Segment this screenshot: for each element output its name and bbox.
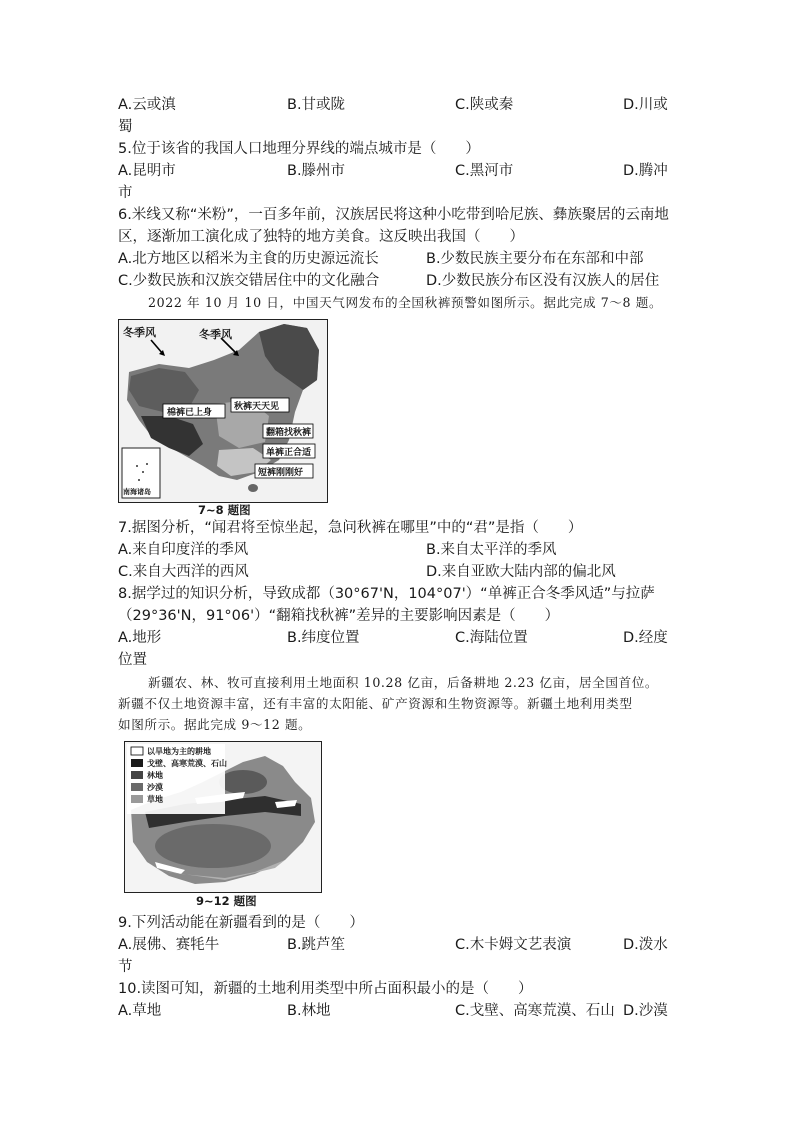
map-label-daily-pants: 秋裤天天见	[234, 402, 280, 412]
q5-stem: 5.位于该省的我国人口地理分界线的端点城市是（ ）	[118, 141, 480, 157]
china-weather-map	[118, 319, 328, 503]
legend-forest: 林地	[147, 771, 163, 780]
intro-9-12-line2: 新疆不仅土地资源丰富，还有丰富的太阳能、矿产资源和生物资源等。新疆土地利用类型	[118, 696, 633, 711]
intro-9-12-line1: 新疆农、林、牧可直接利用土地面积 10.28 亿亩，后备耕地 2.23 亿亩，居全国首位。	[148, 675, 659, 690]
q4-option-d: D.川或	[623, 97, 668, 113]
intro-9-12-line3: 如图所示。据此完成 9～12 题。	[118, 717, 312, 732]
q10-stem: 10.读图可知，新疆的土地利用类型中所占面积最小的是（ ）	[118, 981, 533, 997]
q10-option-b: B.林地	[287, 1003, 331, 1019]
q6-option-d: D.少数民族分布区没有汉族人的居住	[426, 273, 660, 289]
q5-option-b: B.滕州市	[287, 163, 346, 179]
winter-monsoon-label-2: 冬季风	[199, 328, 232, 341]
q10-option-c: C.戈壁、高寒荒漠、石山	[455, 1003, 615, 1019]
legend-desert: 沙漠	[147, 783, 163, 792]
q4-option-a: A.云或滇	[118, 97, 176, 113]
q9-stem: 9.下列活动能在新疆看到的是（ ）	[118, 915, 364, 931]
q9-option-a: A.展佛、赛牦牛	[118, 937, 220, 953]
q8-option-d-wrap: 位置	[118, 652, 147, 668]
q8-option-c: C.海陆位置	[455, 630, 528, 646]
q5-option-a: A.昆明市	[118, 163, 176, 179]
q7-option-b: B.来自太平洋的季风	[426, 542, 557, 558]
q9-option-d: D.泼水	[623, 937, 668, 953]
q6-option-a: A.北方地区以稻米为主食的历史源远流长	[118, 251, 379, 267]
q7-option-d: D.来自亚欧大陆内部的偏北风	[426, 564, 616, 580]
map-label-single-pants: 单裤正合适	[266, 448, 312, 458]
q9-option-b: B.跳芦笙	[287, 937, 346, 953]
q10-option-a: A.草地	[118, 1003, 162, 1019]
q5-option-d: D.腾冲	[623, 163, 668, 179]
map2-caption: 9~12 题图	[196, 894, 257, 908]
q6-stem-line1: 6.米线又称“米粉”，一百多年前，汉族居民将这种小吃带到哈尼族、彝族聚居的云南地	[118, 207, 669, 223]
q4-option-d-wrap: 蜀	[118, 119, 133, 135]
map-label-find-pants: 翻箱找秋裤	[266, 428, 312, 438]
legend-gobi: 戈壁、高寒荒漠、石山	[147, 759, 227, 768]
map1-caption: 7~8 题图	[198, 503, 251, 517]
q5-option-d-wrap: 市	[118, 185, 133, 201]
q7-option-c: C.来自大西洋的西风	[118, 564, 249, 580]
intro-7-8: 2022 年 10 月 10 日，中国天气网发布的全国秋裤预警如图所示。据此完成 7～8 题。	[148, 295, 663, 310]
q9-option-d-wrap: 节	[118, 959, 133, 975]
q5-option-c: C.黑河市	[455, 163, 514, 179]
map-label-cotton-pants: 棉裤已上身	[167, 408, 213, 418]
q8-option-d: D.经度	[623, 630, 668, 646]
q4-option-b: B.甘或陇	[287, 97, 346, 113]
q4-option-c: C.陕或秦	[455, 97, 514, 113]
q6-option-c: C.少数民族和汉族交错居住中的文化融合	[118, 273, 380, 289]
q8-stem-line2: （29°36'N，91°06'）“翻箱找秋裤”差异的主要影响因素是（ ）	[118, 608, 560, 624]
q8-option-b: B.纬度位置	[287, 630, 360, 646]
map-inset-label: 南海诸岛	[123, 488, 151, 496]
q9-option-c: C.木卡姆文艺表演	[455, 937, 572, 953]
q10-option-d: D.沙漠	[623, 1003, 668, 1019]
q6-stem-line2: 区，逐渐加工演化成了独特的地方美食。这反映出我国（ ）	[118, 229, 524, 245]
legend-grassland: 草地	[147, 795, 163, 804]
map-label-shorts: 短裤刚刚好	[258, 468, 304, 478]
q6-option-b: B.少数民族主要分布在东部和中部	[426, 251, 644, 267]
q8-stem-line1: 8.据学过的知识分析，导致成都（30°67'N，104°07'）“单裤正合冬季风适”与拉萨	[118, 586, 655, 602]
q7-stem: 7.据图分析，“闻君将至惊坐起，急问秋裤在哪里”中的“君”是指（ ）	[118, 520, 583, 536]
q8-option-a: A.地形	[118, 630, 162, 646]
xinjiang-landuse-map	[124, 741, 322, 893]
winter-monsoon-label-1: 冬季风	[123, 326, 156, 339]
legend-farmland: 以旱地为主的耕地	[147, 747, 211, 756]
q7-option-a: A.来自印度洋的季风	[118, 542, 249, 558]
